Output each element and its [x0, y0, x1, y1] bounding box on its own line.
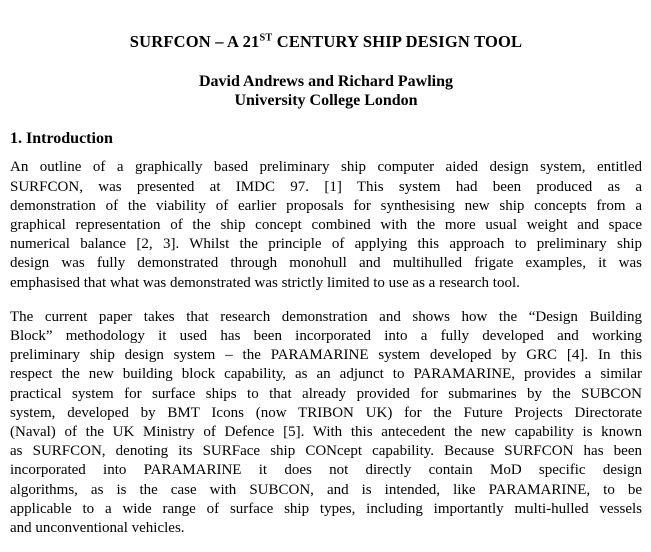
affiliation-line: University College London	[234, 92, 418, 110]
text-line: demonstration of the viability of earlier proposals for synthesising new ship concepts from a	[10, 197, 642, 214]
paper-title-superscript: ST	[259, 32, 273, 44]
section-heading-introduction: 1. Introduction	[10, 130, 113, 148]
text-line: as SURFCON, denoting its SURFace ship CONcept capability. Because SURFCON has been	[10, 443, 642, 460]
text-line: applicable to a wide range of surface ship types, including importantly multi-hulled vessels	[10, 500, 642, 517]
text-line: algorithms, as is the case with SUBCON, and is intended, like PARAMARINE, to be	[10, 481, 642, 498]
text-line: Block” methodology it used has been incorporated into a fully developed and working	[10, 328, 642, 345]
text-line: design was fully demonstrated through monohull and multihulled frigate examples, it was	[10, 255, 642, 272]
text-line: numerical balance [2, 3]. Whilst the principle of applying this approach to preliminary ship	[10, 236, 642, 253]
introduction-paragraph-1	[10, 158, 642, 292]
text-line: preliminary ship design system – the PARAMARINE system developed by GRC [4]. In this	[10, 347, 642, 364]
text-line: practical system for surface ships to that already provided for submarines by the SUBCON	[10, 385, 642, 402]
paper-title	[10, 32, 642, 52]
introduction-paragraph-2	[10, 308, 642, 538]
author-block	[10, 72, 642, 110]
text-line: emphasised that what was demonstrated was strictly limited to use as a research tool.	[10, 274, 520, 291]
text-line: graphical representation of the ship concept combined with the more usual weight and space	[10, 217, 642, 234]
text-line: (Naval) of the UK Ministry of Defence [5]. With this antecedent the new capability is known	[10, 424, 642, 441]
text-line: An outline of a graphically based preliminary ship computer aided design system, entitled	[10, 159, 642, 176]
text-line: system, developed by BMT Icons (now TRIBON UK) for the Future Projects Directorate	[10, 404, 642, 421]
paper-title-text-after: CENTURY SHIP DESIGN TOOL	[272, 32, 523, 51]
authors-line: David Andrews and Richard Pawling	[199, 73, 453, 90]
paper-title-text-before: SURFCON – A 21	[129, 32, 260, 51]
text-line: incorporated into PARAMARINE it does not directly contain MoD specific design	[10, 462, 642, 479]
text-line: respect the new building block capability, as an adjunct to PARAMARINE, provides a similar	[10, 366, 642, 383]
text-line: and unconventional vehicles.	[10, 520, 185, 537]
text-line: SURFCON, was presented at IMDC 97. [1] This system had been produced as a	[10, 178, 642, 195]
text-line: The current paper takes that research demonstration and shows how the “Design Building	[10, 308, 642, 325]
